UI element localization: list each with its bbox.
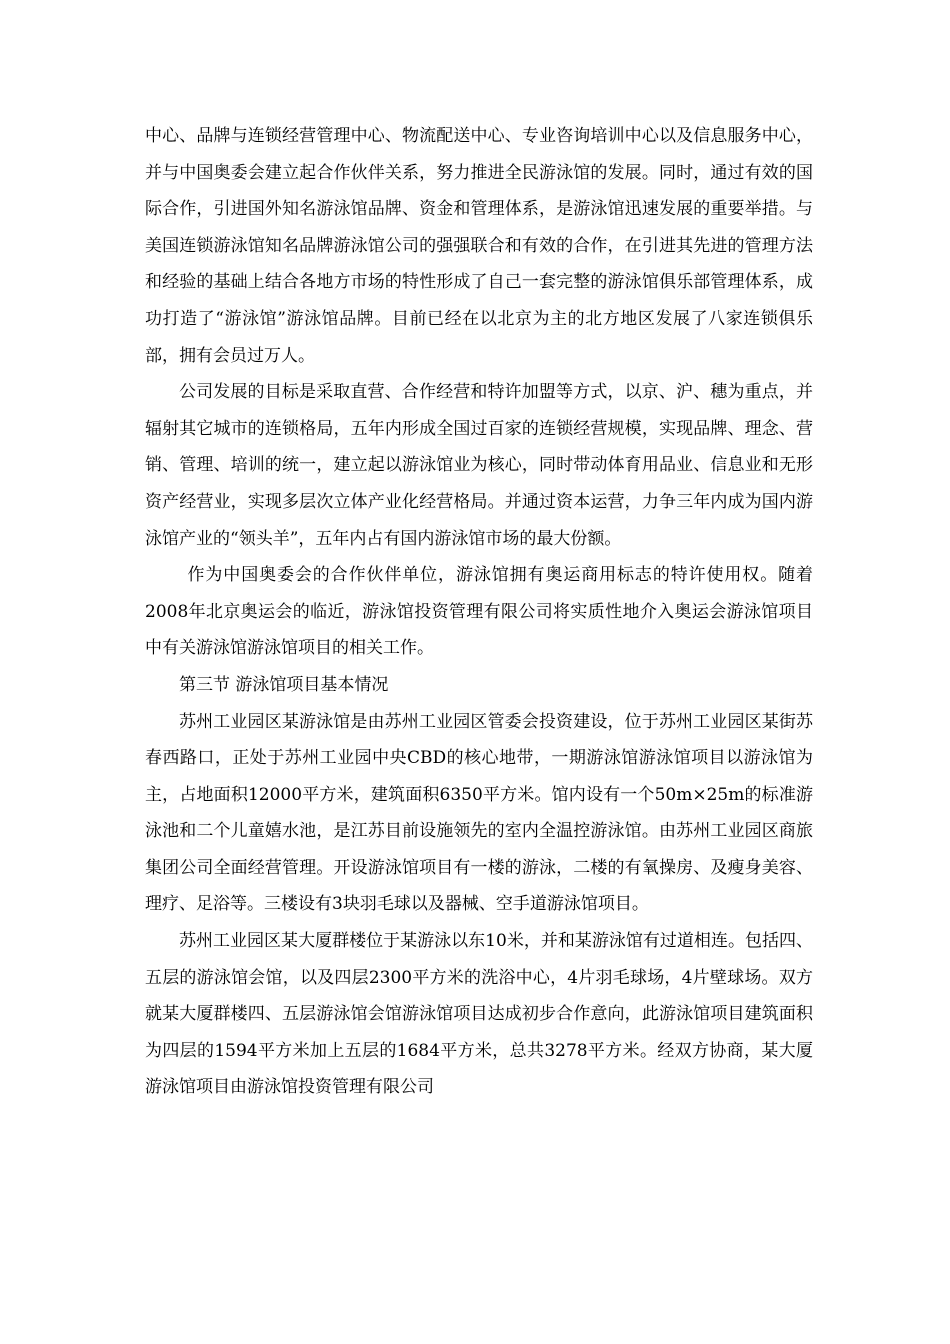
- paragraph-continued: 中心、品牌与连锁经营管理中心、物流配送中心、专业咨询培训中心以及信息服务中心，并与中国奥委会建立起合作伙伴关系，努力推进全民游泳馆的发展。同时，通过有效的国际合作，引进国外知名游泳馆品牌、资金和管理体系，是游泳馆迅速发展的重要举措。与美国连锁游泳馆知名品牌游泳馆公司的强强联合和有效的合作，在引进其先进的管理方法和经验的基础上结合各地方市场的特性形成了自己一套完整的游泳馆俱乐部管理体系，成功打造了“游泳馆”游泳馆品牌。目前已经在以北京为主的北方地区发展了八家连锁俱乐部，拥有会员过万人。: [145, 126, 813, 366]
- paragraph-olympic-partner: 作为中国奥委会的合作伙伴单位，游泳馆拥有奥运商用标志的特许使用权。随着2008年北京奥运会的临近，游泳馆投资管理有限公司将实质性地介入奥运会游泳馆项目中有关游泳馆游泳馆项目的相关工作。: [145, 565, 813, 659]
- paragraph-company-goals: 公司发展的目标是采取直营、合作经营和特许加盟等方式，以京、沪、穗为重点，并辐射其它城市的连锁格局，五年内形成全国过百家的连锁经营规模，实现品牌、理念、营销、管理、培训的统一，建立起以游泳馆业为核心，同时带动体育用品业、信息业和无形资产经营业，实现多层次立体产业化经营格局。并通过资本运营，力争三年内成为国内游泳馆产业的“领头羊”，五年内占有国内游泳馆市场的最大份额。: [145, 382, 813, 549]
- section-heading: 第三节 游泳馆项目基本情况: [179, 674, 389, 695]
- paragraph-building-details: 苏州工业园区某大厦群楼位于某游泳以东10米，并和某游泳馆有过道相连。包括四、五层的游泳馆会馆，以及四层2300平方米的洗浴中心，4片羽毛球场，4片壁球场。双方就某大厦群楼四、五层游泳馆会馆游泳馆项目达成初步合作意向，此游泳馆项目建筑面积为四层的1594平方米加上五层的1684平方米，总共3278平方米。经双方协商，某大厦游泳馆项目由游泳馆投资管理有限公司: [145, 931, 813, 1098]
- paragraph-project-overview: 苏州工业园区某游泳馆是由苏州工业园区管委会投资建设，位于苏州工业园区某街苏春西路口，正处于苏州工业园中央CBD的核心地带，一期游泳馆游泳馆项目以游泳馆为主，占地面积12000平方米，建筑面积6350平方米。馆内设有一个50m×25m的标准游泳池和二个儿童嬉水池，是江苏目前设施领先的室内全温控游泳馆。由苏州工业园区商旅集团公司全面经营管理。开设游泳馆项目有一楼的游泳，二楼的有氧操房、及瘦身美容、理疗、足浴等。三楼设有3块羽毛球以及器械、空手道游泳馆项目。: [145, 711, 813, 915]
- document-body: [145, 118, 813, 1106]
